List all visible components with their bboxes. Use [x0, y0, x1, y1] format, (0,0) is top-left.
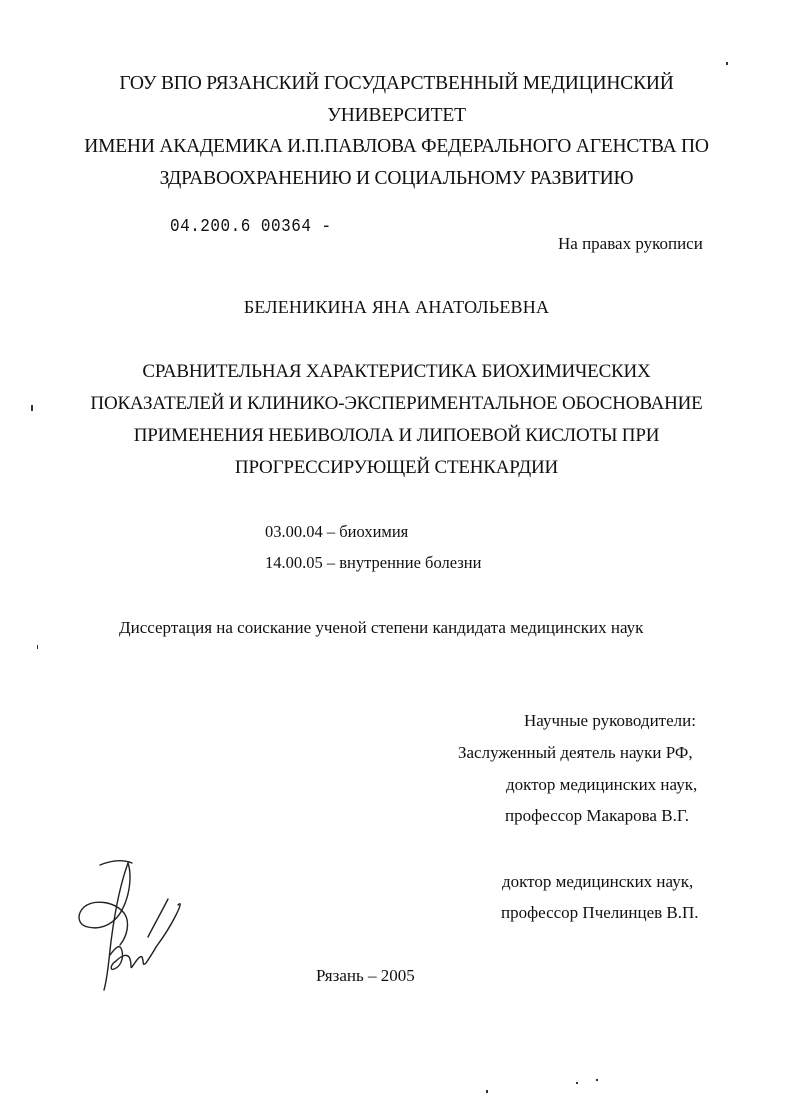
- scan-speck: [576, 1082, 578, 1084]
- manuscript-rights-label: На правах рукописи: [558, 234, 703, 253]
- supervisor-line: профессор Пчелинцев В.П.: [501, 903, 699, 922]
- city-year: Рязань – 2005: [316, 966, 415, 985]
- specialty-code: 14.00.05 – внутренние болезни: [265, 553, 482, 572]
- scan-speck: [486, 1090, 488, 1093]
- supervisor-line: доктор медицинских наук,: [506, 775, 698, 794]
- registration-number: 04.200.6 00364 -: [170, 216, 332, 237]
- title-line: ПРИМЕНЕНИЯ НЕБИВОЛОЛА И ЛИПОЕВОЙ КИСЛОТЫ ПРИ: [133, 425, 660, 446]
- title-line: ПРОГРЕССИРУЮЩЕЙ СТЕНКАРДИИ: [234, 457, 559, 478]
- scan-speck: [596, 1079, 598, 1081]
- university-line: УНИВЕРСИТЕТ: [327, 105, 466, 126]
- university-line: ГОУ ВПО РЯЗАНСКИЙ ГОСУДАРСТВЕННЫЙ МЕДИЦИНСКИЙ: [119, 73, 674, 94]
- scan-speck: [31, 405, 33, 411]
- title-line: СРАВНИТЕЛЬНАЯ ХАРАКТЕРИСТИКА БИОХИМИЧЕСКИХ: [142, 361, 651, 382]
- dissertation-statement: Диссертация на соискание ученой степени кандидата медицинских наук: [119, 618, 644, 637]
- title-line: ПОКАЗАТЕЛЕЙ И КЛИНИКО-ЭКСПЕРИМЕНТАЛЬНОЕ ОБОСНОВАНИЕ: [90, 393, 703, 414]
- supervisor-line: доктор медицинских наук,: [502, 872, 694, 891]
- scan-speck: [37, 645, 38, 649]
- supervisors-heading: Научные руководители:: [524, 711, 696, 730]
- scan-speck: [726, 62, 728, 65]
- supervisor-line: профессор Макарова В.Г.: [505, 806, 689, 825]
- specialty-code: 03.00.04 – биохимия: [265, 522, 409, 541]
- signature-icon: [70, 855, 190, 995]
- university-line: ИМЕНИ АКАДЕМИКА И.П.ПАВЛОВА ФЕДЕРАЛЬНОГО АГЕНСТВА ПО: [84, 136, 709, 157]
- supervisor-line: Заслуженный деятель науки РФ,: [458, 743, 693, 762]
- author-name: БЕЛЕНИКИНА ЯНА АНАТОЛЬЕВНА: [243, 297, 550, 317]
- university-line: ЗДРАВООХРАНЕНИЮ И СОЦИАЛЬНОМУ РАЗВИТИЮ: [159, 168, 634, 189]
